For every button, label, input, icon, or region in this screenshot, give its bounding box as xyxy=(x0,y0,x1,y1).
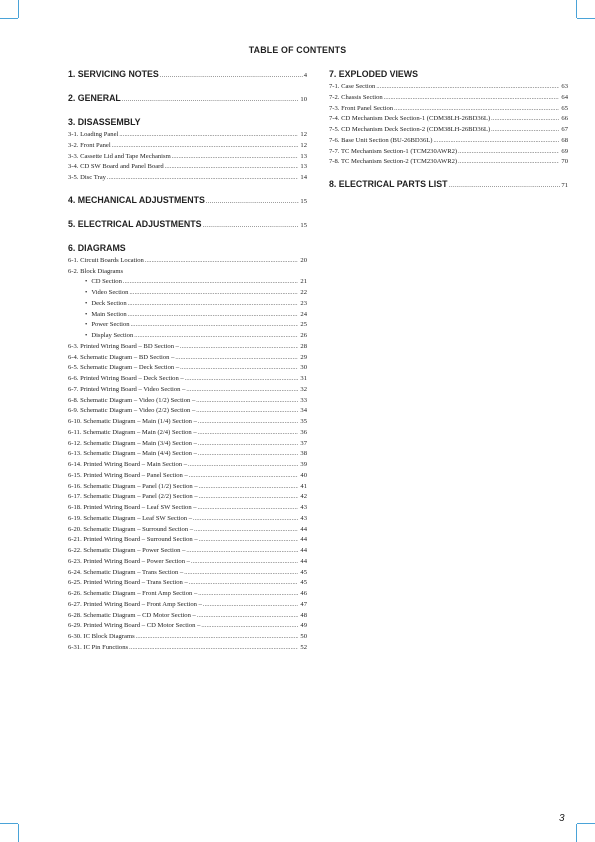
dot-leader xyxy=(198,503,299,514)
dot-leader xyxy=(194,525,298,536)
toc-entry[interactable] xyxy=(68,632,307,643)
toc-entry-page-number: 40 xyxy=(300,471,307,479)
toc-entry-page-number: 65 xyxy=(561,104,568,112)
toc-entry-label: 6-25. Printed Wiring Board – Trans Section – xyxy=(68,579,188,587)
dot-leader xyxy=(119,130,298,141)
dot-leader xyxy=(198,589,298,600)
dot-leader xyxy=(202,220,299,232)
section-heading[interactable] xyxy=(68,242,307,254)
crop-mark-top-right xyxy=(576,0,577,18)
toc-entry[interactable] xyxy=(68,439,307,450)
dot-leader xyxy=(180,363,298,374)
toc-section-5-electrical-adjustments xyxy=(68,218,307,232)
toc-entry[interactable] xyxy=(68,173,307,184)
toc-entry-label: Power Section xyxy=(91,321,130,329)
toc-entry-page-number: 63 xyxy=(561,83,568,90)
toc-entry[interactable] xyxy=(68,342,307,353)
section-page-number: 15 xyxy=(300,221,307,229)
toc-entry[interactable] xyxy=(68,611,307,622)
toc-entry-label: 6-9. Schematic Diagram – Video (2/2) Section – xyxy=(68,407,196,415)
toc-entry[interactable] xyxy=(68,406,307,417)
toc-entry-page-number: 69 xyxy=(561,147,568,155)
dot-leader xyxy=(193,514,298,525)
toc-entry[interactable] xyxy=(329,125,568,136)
toc-entry[interactable] xyxy=(329,93,568,104)
toc-entry-label: Video Section xyxy=(91,289,129,296)
toc-entry[interactable] xyxy=(68,299,307,310)
toc-entry-page-number: 48 xyxy=(300,611,307,619)
toc-right-column xyxy=(329,68,568,202)
toc-entry[interactable] xyxy=(68,288,307,299)
dot-leader xyxy=(107,173,298,184)
toc-entry[interactable] xyxy=(68,130,307,141)
dot-leader xyxy=(172,152,299,163)
toc-entry-label: 6-10. Schematic Diagram – Main (1/4) Section – xyxy=(68,418,197,425)
toc-entry[interactable] xyxy=(68,492,307,503)
dot-leader xyxy=(189,471,299,482)
toc-entry-label: 7-2. Chassis Section xyxy=(329,93,383,101)
toc-entry-label: 7-4. CD Mechanism Deck Section-1 (CDM38LH-26BD36L) xyxy=(329,115,491,123)
toc-entry[interactable] xyxy=(68,449,307,460)
dot-leader xyxy=(136,632,299,643)
toc-entry[interactable] xyxy=(68,162,307,173)
toc-entry[interactable] xyxy=(68,331,307,342)
toc-entry-label: 6-2. Block Diagrams xyxy=(68,267,124,275)
toc-entry[interactable] xyxy=(68,546,307,557)
toc-entry-page-number: 52 xyxy=(300,643,307,651)
toc-entry-page-number: 43 xyxy=(300,504,307,511)
dot-leader xyxy=(199,492,299,503)
toc-entry[interactable] xyxy=(68,396,307,407)
dot-leader xyxy=(198,428,299,439)
toc-entry[interactable] xyxy=(68,417,307,428)
toc-entry-page-number: 24 xyxy=(300,310,307,318)
dot-leader xyxy=(122,94,300,106)
crop-mark-bottom-right xyxy=(577,823,595,824)
toc-entry-label: 6-27. Printed Wiring Board – Front Amp Section – xyxy=(68,600,202,608)
section-heading-label: 8. ELECTRICAL PARTS LIST xyxy=(329,179,448,189)
toc-entry-page-number: 41 xyxy=(300,482,307,490)
toc-entry-label: 6-18. Printed Wiring Board – Leaf SW Section – xyxy=(68,504,197,511)
toc-section-4-mechanical-adjustments xyxy=(68,194,307,208)
toc-entry-page-number: 66 xyxy=(561,115,568,123)
dot-leader xyxy=(145,256,299,267)
toc-entry[interactable] xyxy=(68,514,307,525)
bullet-icon: • xyxy=(85,310,88,318)
toc-entry-page-number: 36 xyxy=(300,428,307,436)
toc-entry-page-number: 64 xyxy=(561,93,568,101)
toc-section-6-diagrams xyxy=(68,242,307,654)
section-heading-label: 2. GENERAL xyxy=(68,93,121,103)
toc-entry-page-number: 68 xyxy=(561,136,568,144)
bullet-icon: • xyxy=(85,289,88,296)
toc-entry-label: 6-17. Schematic Diagram – Panel (2/2) Section – xyxy=(68,493,198,501)
dot-leader xyxy=(196,406,298,417)
toc-entry-label: 6-24. Schematic Diagram – Trans Section – xyxy=(68,568,184,576)
toc-entry-page-number: 22 xyxy=(300,289,307,296)
toc-entry-label: 3-1. Loading Panel xyxy=(68,131,119,138)
toc-entry-label: Display Section xyxy=(91,332,134,339)
dot-leader xyxy=(198,439,298,450)
dot-leader xyxy=(191,557,298,568)
dot-leader xyxy=(198,449,298,460)
toc-entry[interactable] xyxy=(68,256,307,267)
toc-entry-label: 6-20. Schematic Diagram – Surround Section – xyxy=(68,525,194,533)
toc-entry[interactable] xyxy=(68,141,307,152)
toc-entry-label: 6-4. Schematic Diagram – BD Section – xyxy=(68,353,175,361)
dot-leader xyxy=(165,162,299,173)
dot-leader xyxy=(491,114,559,125)
dot-leader xyxy=(188,460,298,471)
toc-entry-label: 6-16. Schematic Diagram – Panel (1/2) Section – xyxy=(68,482,198,490)
dot-leader xyxy=(189,578,299,589)
toc-entry-label: 3-5. Disc Tray xyxy=(68,174,106,181)
dot-leader xyxy=(185,374,299,385)
toc-entry-page-number: 29 xyxy=(300,353,307,361)
toc-entry-page-number: 13 xyxy=(300,152,307,160)
toc-entry[interactable] xyxy=(329,136,568,147)
toc-entry-label: 7-1. Case Section xyxy=(329,83,376,90)
section-heading[interactable] xyxy=(68,218,307,232)
dot-leader xyxy=(160,70,303,82)
toc-entry-label: 6-1. Circuit Boards Location xyxy=(68,256,144,264)
dot-leader xyxy=(199,482,299,493)
dot-leader xyxy=(112,141,299,152)
toc-entry-page-number: 42 xyxy=(300,493,307,501)
toc-entry-label: 6-31. IC Pin Functions xyxy=(68,643,129,651)
toc-entry[interactable] xyxy=(68,310,307,321)
toc-entry[interactable] xyxy=(68,277,307,288)
toc-entry-label: CD Section xyxy=(91,278,122,286)
section-heading[interactable] xyxy=(329,178,568,192)
toc-entry-page-number: 34 xyxy=(300,407,307,415)
section-page-number: 71 xyxy=(561,182,568,189)
toc-entry[interactable] xyxy=(68,535,307,546)
section-heading-label: 3. DISASSEMBLY xyxy=(68,117,141,127)
dot-leader xyxy=(129,643,298,654)
toc-entry[interactable] xyxy=(68,525,307,536)
toc-entry-page-number: 44 xyxy=(300,547,307,554)
toc-entry[interactable] xyxy=(68,353,307,364)
dot-leader xyxy=(448,180,560,192)
toc-entry[interactable] xyxy=(68,589,307,600)
toc-entry-page-number: 14 xyxy=(300,174,307,181)
toc-entry-page-number: 35 xyxy=(300,418,307,425)
toc-entry-label: 7-7. TC Mechanism Section-1 (TCM230AWR2) xyxy=(329,147,458,155)
toc-entry-page-number: 49 xyxy=(300,622,307,630)
toc-entry-page-number: 20 xyxy=(300,256,307,264)
toc-entry[interactable] xyxy=(329,114,568,125)
toc-entry[interactable] xyxy=(68,600,307,611)
dot-leader xyxy=(184,568,298,579)
dot-leader xyxy=(376,82,559,93)
section-heading[interactable] xyxy=(68,116,307,128)
toc-entry-page-number: 38 xyxy=(300,450,307,458)
toc-entry[interactable] xyxy=(329,157,568,168)
toc-entry[interactable] xyxy=(68,320,307,331)
toc-entry[interactable] xyxy=(68,460,307,471)
section-heading-label: 1. SERVICING NOTES xyxy=(68,69,159,79)
toc-entry-label: Main Section xyxy=(91,310,127,318)
toc-entry-page-number: 32 xyxy=(300,385,307,393)
toc-entry-page-number: 47 xyxy=(300,600,307,608)
toc-entry-page-number: 25 xyxy=(300,321,307,329)
toc-entry-page-number: 70 xyxy=(561,158,568,166)
toc-entry-label: 6-22. Schematic Diagram – Power Section – xyxy=(68,547,186,554)
crop-mark-bottom-left xyxy=(18,824,19,842)
crop-mark-top-left xyxy=(18,0,19,18)
toc-entry-label: 3-2. Front Panel xyxy=(68,141,111,149)
section-heading[interactable] xyxy=(68,92,307,106)
dot-leader xyxy=(186,385,298,396)
toc-entry[interactable] xyxy=(68,557,307,568)
crop-mark-top-right xyxy=(577,18,595,19)
page-number: 3 xyxy=(559,813,565,824)
toc-entry-label: 6-19. Schematic Diagram – Leaf SW Section – xyxy=(68,514,193,522)
toc-entry-page-number: 44 xyxy=(300,557,307,565)
toc-entry[interactable] xyxy=(68,428,307,439)
toc-entry-label: 6-13. Schematic Diagram – Main (4/4) Section – xyxy=(68,450,197,458)
toc-entry-label: 6-29. Printed Wiring Board – CD Motor Section – xyxy=(68,622,201,630)
toc-entry-page-number: 23 xyxy=(300,299,307,307)
dot-leader xyxy=(175,353,298,364)
crop-mark-bottom-right xyxy=(576,824,577,842)
section-heading-label: 6. DIAGRAMS xyxy=(68,242,126,253)
section-heading[interactable] xyxy=(68,68,307,82)
section-heading-label: 7. EXPLODED VIEWS xyxy=(329,69,418,79)
toc-entry-page-number: 33 xyxy=(300,396,307,404)
toc-entry-label: 3-3. Cassette Lid and Tape Mechanism xyxy=(68,152,171,160)
dot-leader xyxy=(491,125,559,136)
toc-entry-page-number: 50 xyxy=(300,633,307,640)
toc-entry-page-number: 21 xyxy=(300,278,307,286)
toc-entry-page-number: 12 xyxy=(300,131,307,138)
toc-entry[interactable] xyxy=(68,374,307,385)
dot-leader xyxy=(384,93,560,104)
crop-mark-bottom-left xyxy=(0,823,18,824)
toc-entry-label: 6-12. Schematic Diagram – Main (3/4) Section – xyxy=(68,439,197,447)
section-heading[interactable] xyxy=(329,68,568,80)
dot-leader xyxy=(131,320,299,331)
dot-leader xyxy=(129,288,298,299)
toc-entry-label: 6-3. Printed Wiring Board – BD Section – xyxy=(68,342,179,350)
toc-entry-label: 6-26. Schematic Diagram – Front Amp Section – xyxy=(68,590,198,597)
toc-entry-label: 6-21. Printed Wiring Board – Surround Section – xyxy=(68,536,198,544)
dot-leader xyxy=(186,546,298,557)
toc-entry-page-number: 45 xyxy=(300,579,307,587)
section-heading-label: 4. MECHANICAL ADJUSTMENTS xyxy=(68,194,205,205)
dot-leader xyxy=(458,147,559,158)
toc-entry-page-number: 13 xyxy=(300,163,307,171)
toc-section-8-electrical-parts-list xyxy=(329,178,568,192)
dot-leader xyxy=(196,396,298,407)
toc-entry-label: 6-15. Printed Wiring Board – Panel Section – xyxy=(68,471,188,479)
dot-leader xyxy=(201,621,298,632)
dot-leader xyxy=(203,600,299,611)
toc-entry-label: 6-8. Schematic Diagram – Video (1/2) Section – xyxy=(68,396,196,404)
toc-entry[interactable] xyxy=(68,568,307,579)
dot-leader xyxy=(197,611,299,622)
toc-entry[interactable] xyxy=(68,363,307,374)
bullet-icon: • xyxy=(85,299,88,307)
toc-entry-label: 6-11. Schematic Diagram – Main (2/4) Section – xyxy=(68,428,197,436)
dot-leader xyxy=(128,310,299,321)
section-heading-label: 5. ELECTRICAL ADJUSTMENTS xyxy=(68,218,202,229)
bullet-icon: • xyxy=(85,321,88,329)
toc-entry-page-number: 26 xyxy=(300,332,307,339)
toc-entry-page-number: 30 xyxy=(300,364,307,372)
toc-entry-page-number: 43 xyxy=(300,514,307,522)
toc-entry-label: Deck Section xyxy=(91,299,127,307)
toc-entry[interactable] xyxy=(68,267,307,278)
toc-entry-page-number: 67 xyxy=(561,126,568,133)
toc-entry-label: 6-28. Schematic Diagram – CD Motor Section – xyxy=(68,611,196,619)
bullet-icon: • xyxy=(85,278,88,286)
toc-entry[interactable] xyxy=(329,82,568,93)
dot-leader xyxy=(394,104,559,115)
toc-entry-label: 3-4. CD SW Board and Panel Board xyxy=(68,163,164,171)
toc-entry[interactable] xyxy=(68,482,307,493)
page-title: TABLE OF CONTENTS xyxy=(248,45,347,55)
dot-leader xyxy=(198,417,298,428)
toc-entry-label: 7-6. Base Unit Section (BU-26BD36L) xyxy=(329,136,433,144)
toc-entry-page-number: 31 xyxy=(300,375,307,382)
toc-entry[interactable] xyxy=(68,578,307,589)
toc-entry-label: 6-30. IC Block Diagrams xyxy=(68,633,135,640)
toc-section-7-exploded-views xyxy=(329,68,568,168)
crop-mark-top-left xyxy=(0,18,18,19)
section-heading[interactable] xyxy=(68,194,307,208)
toc-entry-label: 6-23. Printed Wiring Board – Power Section – xyxy=(68,557,190,565)
toc-entry-page-number: 37 xyxy=(300,439,307,447)
section-page-number: 4 xyxy=(303,72,307,79)
toc-entry-label: 6-7. Printed Wiring Board – Video Section – xyxy=(68,385,186,393)
toc-entry[interactable] xyxy=(68,621,307,632)
toc-entry-page-number: 44 xyxy=(300,536,307,544)
toc-entry-page-number: 12 xyxy=(300,141,307,149)
toc-left-column xyxy=(68,68,307,664)
section-page-number: 10 xyxy=(300,96,307,103)
toc-entry[interactable] xyxy=(329,147,568,158)
toc-entry-page-number: 39 xyxy=(300,461,307,468)
bullet-icon: • xyxy=(85,332,88,339)
dot-leader xyxy=(134,331,298,342)
toc-entry-page-number: 45 xyxy=(300,568,307,576)
dot-leader xyxy=(123,277,299,288)
dot-leader xyxy=(433,136,559,147)
toc-entry-page-number: 44 xyxy=(300,525,307,533)
toc-entry-label: 7-8. TC Mechanism Section-2 (TCM230AWR2) xyxy=(329,158,458,166)
toc-section-1-servicing-notes xyxy=(68,68,307,82)
toc-entry[interactable] xyxy=(68,471,307,482)
toc-section-2-general xyxy=(68,92,307,106)
dot-leader xyxy=(206,196,300,208)
toc-entry[interactable] xyxy=(329,104,568,115)
toc-entry-label: 6-6. Printed Wiring Board – Deck Section – xyxy=(68,375,184,382)
dot-leader xyxy=(128,299,299,310)
toc-entry[interactable] xyxy=(68,152,307,163)
toc-entry-page-number: 28 xyxy=(300,342,307,350)
toc-entry-label: 6-5. Schematic Diagram – Deck Section – xyxy=(68,364,180,372)
toc-section-3-disassembly xyxy=(68,116,307,184)
section-page-number: 15 xyxy=(300,197,307,205)
dot-leader xyxy=(458,157,559,168)
toc-entry[interactable] xyxy=(68,385,307,396)
toc-entry-label: 6-14. Printed Wiring Board – Main Section – xyxy=(68,461,188,468)
toc-entry[interactable] xyxy=(68,643,307,654)
toc-entry-label: 7-5. CD Mechanism Deck Section-2 (CDM38LH-26BD36L) xyxy=(329,126,491,133)
toc-entry-label: 7-3. Front Panel Section xyxy=(329,104,394,112)
dot-leader xyxy=(180,342,298,353)
toc-entry-page-number: 46 xyxy=(300,590,307,597)
dot-leader xyxy=(199,535,299,546)
toc-entry[interactable] xyxy=(68,503,307,514)
